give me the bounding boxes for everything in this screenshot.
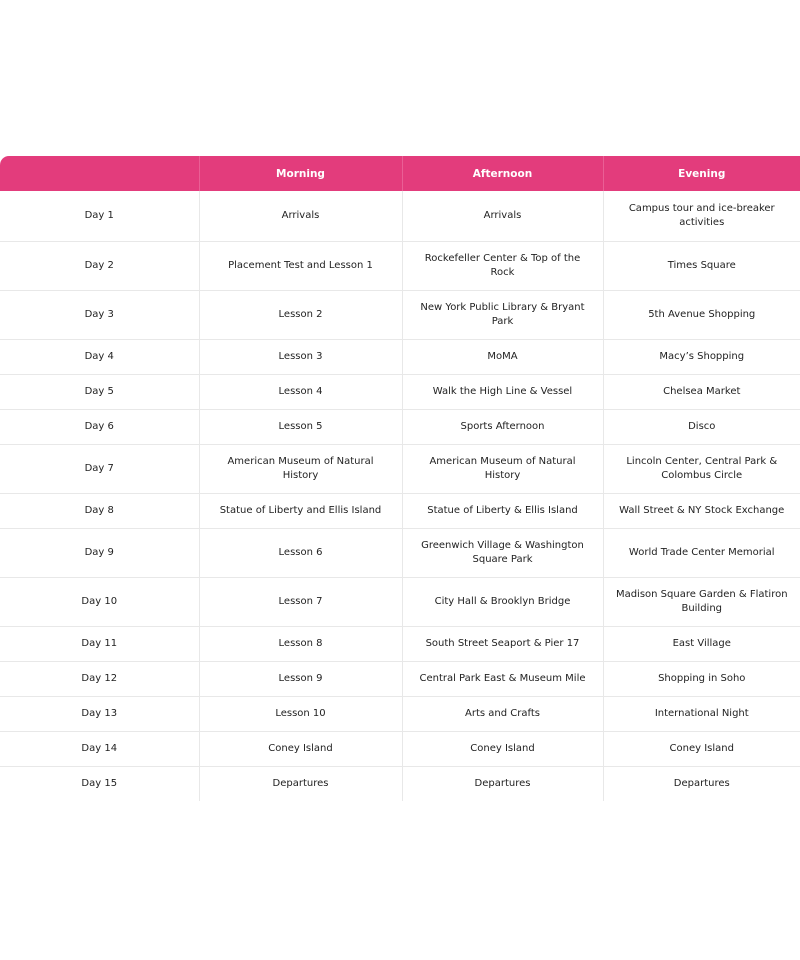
afternoon-cell: Greenwich Village & Washington Square Park xyxy=(402,528,603,577)
morning-cell: Lesson 6 xyxy=(199,528,402,577)
table-body xyxy=(0,191,800,801)
day-cell: Day 5 xyxy=(0,374,199,409)
afternoon-cell: Sports Afternoon xyxy=(402,409,603,444)
evening-cell: Lincoln Center, Central Park & Colombus Circle xyxy=(603,444,800,493)
header-afternoon: Afternoon xyxy=(402,156,603,191)
afternoon-cell: Walk the High Line & Vessel xyxy=(402,374,603,409)
morning-cell: Coney Island xyxy=(199,731,402,766)
table-header xyxy=(0,156,800,191)
table-row xyxy=(0,191,800,241)
day-cell: Day 4 xyxy=(0,339,199,374)
table-row xyxy=(0,374,800,409)
day-cell: Day 15 xyxy=(81,777,118,789)
header-evening: Evening xyxy=(603,156,800,191)
evening-cell: World Trade Center Memorial xyxy=(603,528,800,577)
afternoon-cell: American Museum of Natural History xyxy=(402,444,603,493)
day-cell: Day 13 xyxy=(0,696,199,731)
evening-cell: Shopping in Soho xyxy=(603,661,800,696)
table-row xyxy=(0,577,800,626)
evening-cell: Wall Street & NY Stock Exchange xyxy=(603,493,800,528)
morning-cell: Lesson 2 xyxy=(199,290,402,339)
schedule-table-container xyxy=(0,156,800,801)
table-row xyxy=(0,696,800,731)
header-day xyxy=(0,156,199,191)
day-cell: Day 14 xyxy=(0,731,199,766)
afternoon-cell: Arrivals xyxy=(402,191,603,241)
morning-cell: Arrivals xyxy=(199,191,402,241)
day-cell: Day 8 xyxy=(0,493,199,528)
afternoon-cell: Arts and Crafts xyxy=(402,696,603,731)
afternoon-cell: Central Park East & Museum Mile xyxy=(402,661,603,696)
table-row xyxy=(0,626,800,661)
evening-cell: Coney Island xyxy=(603,731,800,766)
evening-cell: Macy’s Shopping xyxy=(603,339,800,374)
table-row xyxy=(0,409,800,444)
morning-cell: Lesson 10 xyxy=(199,696,402,731)
table-row xyxy=(0,661,800,696)
afternoon-cell: Statue of Liberty & Ellis Island xyxy=(402,493,603,528)
schedule-table xyxy=(0,156,800,801)
evening-cell: Departures xyxy=(603,766,800,801)
evening-cell: East Village xyxy=(603,626,800,661)
table-row xyxy=(0,731,800,766)
day-cell: Day 12 xyxy=(0,661,199,696)
table-row xyxy=(0,444,800,493)
morning-cell: Statue of Liberty and Ellis Island xyxy=(199,493,402,528)
evening-cell: Campus tour and ice-breaker activities xyxy=(603,191,800,241)
table-row xyxy=(0,528,800,577)
table-row xyxy=(0,339,800,374)
morning-cell: Lesson 7 xyxy=(199,577,402,626)
afternoon-cell: Departures xyxy=(402,766,603,801)
morning-cell: Lesson 3 xyxy=(199,339,402,374)
afternoon-cell: New York Public Library & Bryant Park xyxy=(402,290,603,339)
table-row xyxy=(0,290,800,339)
evening-cell: International Night xyxy=(603,696,800,731)
day-cell: Day 1 xyxy=(0,191,199,241)
day-cell: Day 11 xyxy=(0,626,199,661)
table-row xyxy=(0,241,800,290)
evening-cell: Times Square xyxy=(603,241,800,290)
morning-cell: Placement Test and Lesson 1 xyxy=(199,241,402,290)
afternoon-cell: South Street Seaport & Pier 17 xyxy=(402,626,603,661)
day-cell: Day 10 xyxy=(0,577,199,626)
afternoon-cell: MoMA xyxy=(402,339,603,374)
day-cell: Day 6 xyxy=(0,409,199,444)
morning-cell: Lesson 9 xyxy=(199,661,402,696)
day-cell: Day 9 xyxy=(0,528,199,577)
header-morning: Morning xyxy=(199,156,402,191)
morning-cell: Lesson 5 xyxy=(199,409,402,444)
evening-cell: Disco xyxy=(603,409,800,444)
afternoon-cell: Coney Island xyxy=(402,731,603,766)
morning-cell: Departures xyxy=(199,766,402,801)
table-row xyxy=(0,766,800,801)
header-row xyxy=(0,156,800,191)
day-cell: Day 7 xyxy=(0,444,199,493)
evening-cell: Madison Square Garden & Flatiron Building xyxy=(603,577,800,626)
evening-cell: Chelsea Market xyxy=(603,374,800,409)
table-row xyxy=(0,493,800,528)
afternoon-cell: City Hall & Brooklyn Bridge xyxy=(402,577,603,626)
afternoon-cell: Rockefeller Center & Top of the Rock xyxy=(402,241,603,290)
morning-cell: Lesson 4 xyxy=(199,374,402,409)
morning-cell: American Museum of Natural History xyxy=(199,444,402,493)
morning-cell: Lesson 8 xyxy=(199,626,402,661)
day-cell: Day 2 xyxy=(0,241,199,290)
evening-cell: 5th Avenue Shopping xyxy=(603,290,800,339)
day-cell: Day 3 xyxy=(0,290,199,339)
